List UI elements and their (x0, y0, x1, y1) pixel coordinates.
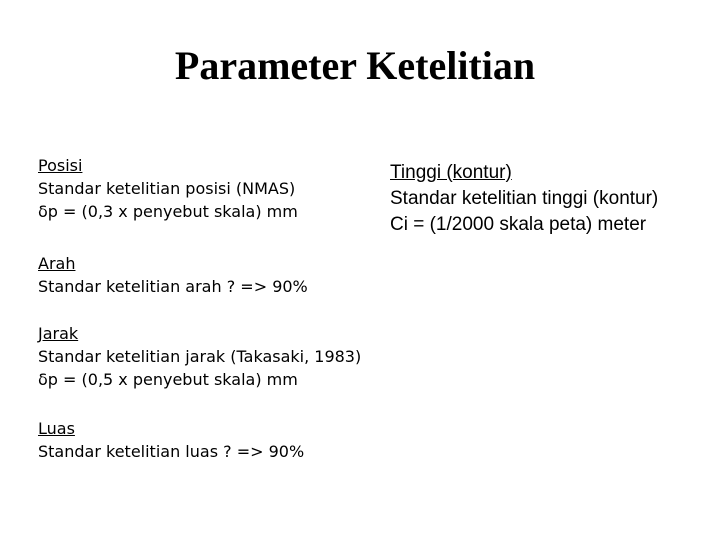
arah-line-1: Standar ketelitian arah ? => 90% (38, 277, 308, 296)
posisi-section (38, 154, 298, 223)
luas-section (38, 417, 304, 463)
tinggi-line-1: Standar ketelitian tinggi (kontur) (390, 188, 659, 209)
arah-section (38, 252, 308, 298)
jarak-section (38, 322, 361, 391)
tinggi-line-2: Ci = (1/2000 skala peta) meter (390, 214, 647, 235)
luas-heading: Luas (38, 419, 75, 438)
luas-line-1: Standar ketelitian luas ? => 90% (38, 442, 305, 461)
jarak-heading: Jarak (38, 324, 79, 343)
jarak-line-2: δp = (0,5 x penyebut skala) mm (38, 370, 298, 389)
tinggi-section (390, 160, 658, 238)
slide-title: Parameter Ketelitian (174, 43, 536, 88)
tinggi-heading: Tinggi (kontur) (390, 162, 512, 183)
arah-heading: Arah (38, 254, 76, 273)
jarak-line-1: Standar ketelitian jarak (Takasaki, 1983) (38, 347, 362, 366)
posisi-heading: Posisi (38, 156, 83, 175)
posisi-line-1: Standar ketelitian posisi (NMAS) (38, 179, 296, 198)
posisi-line-2: δp = (0,3 x penyebut skala) mm (38, 202, 298, 221)
